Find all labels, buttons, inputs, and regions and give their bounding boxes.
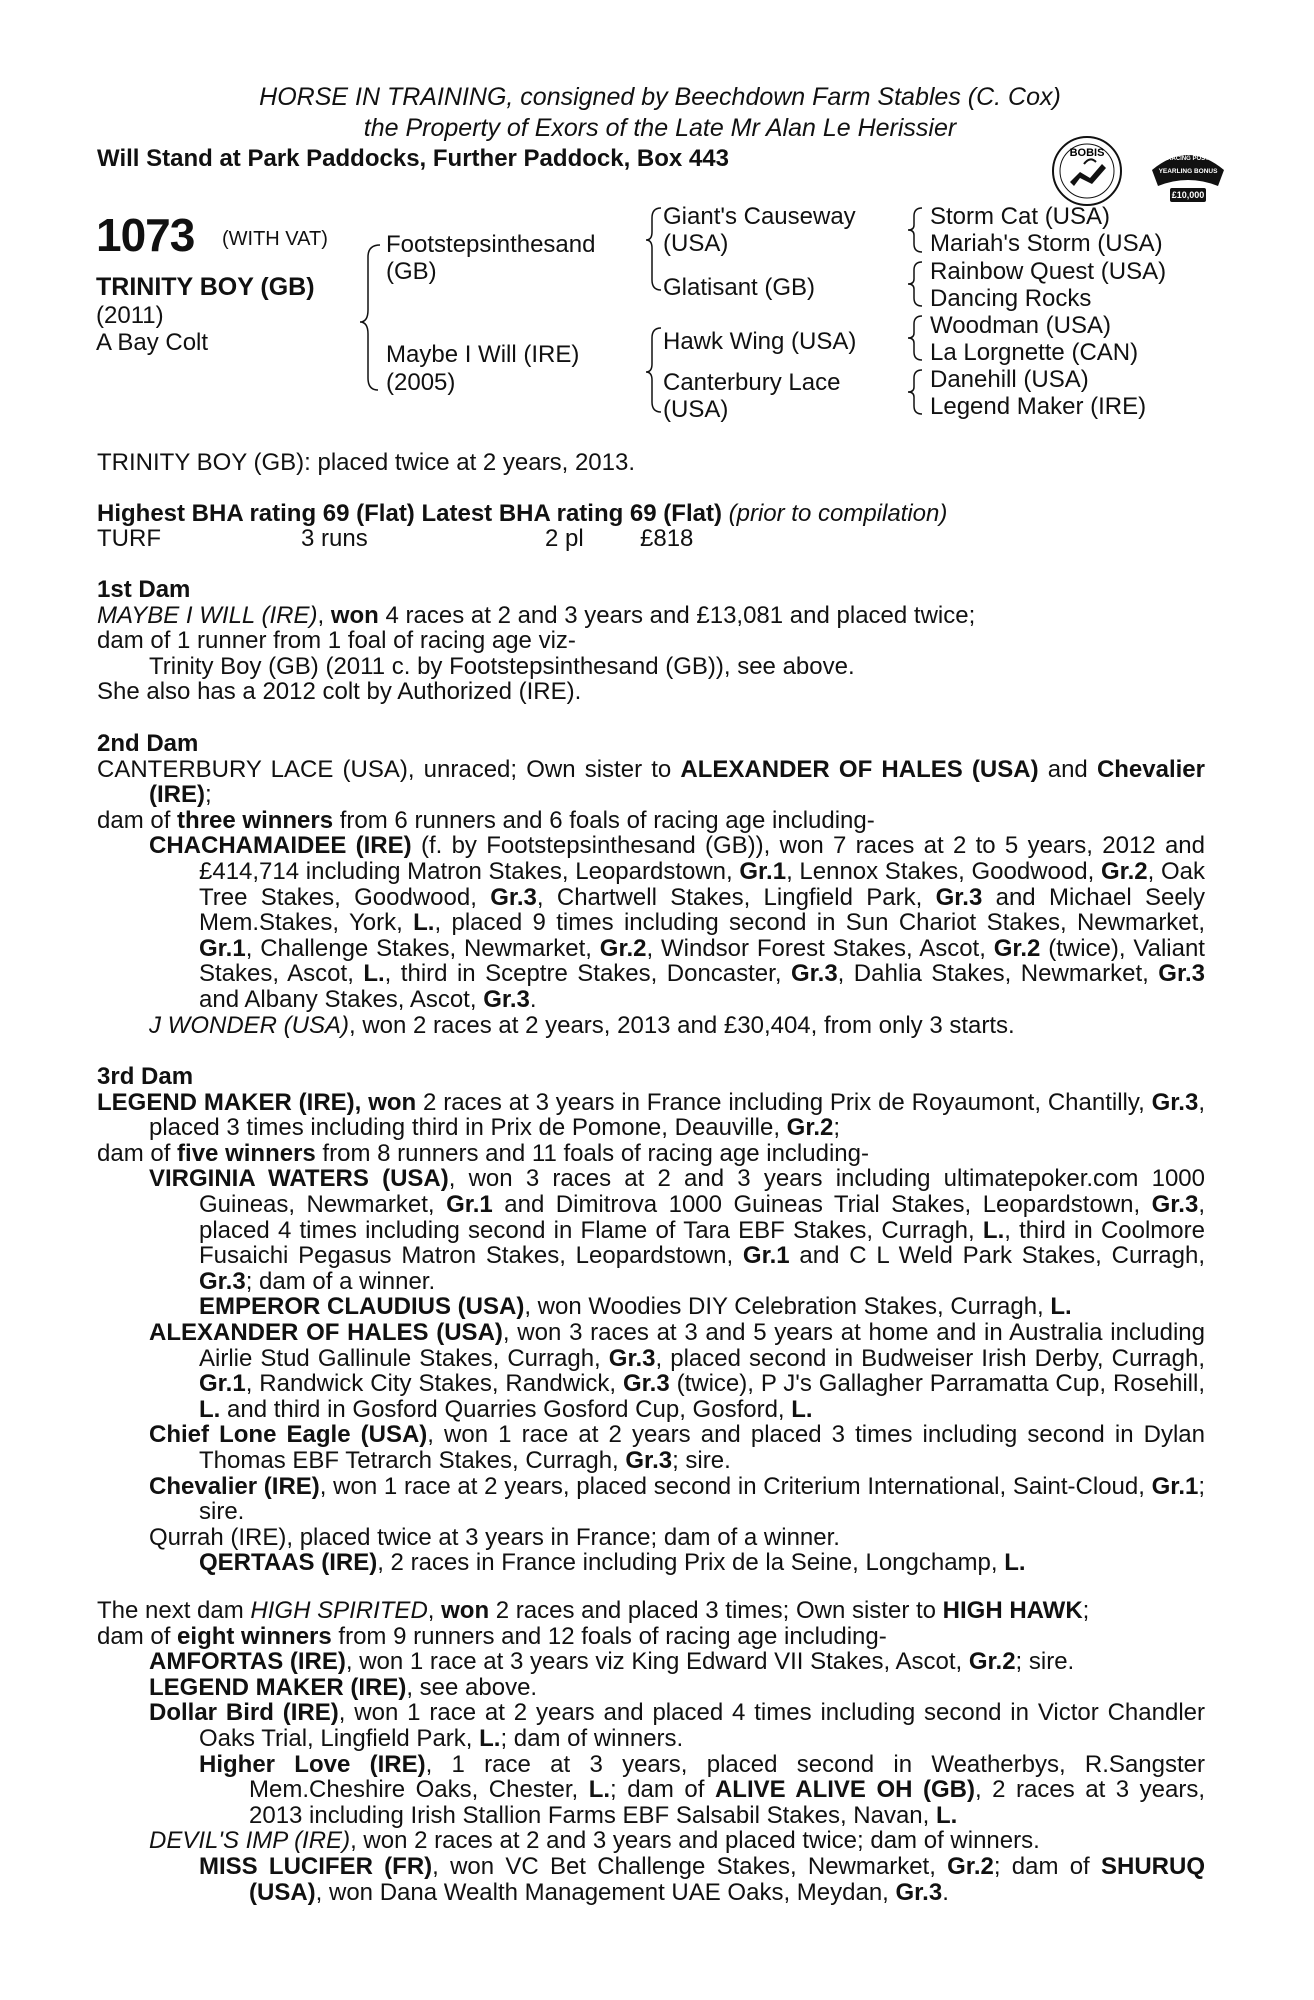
produce-entry [97, 1320, 1205, 1422]
produce-name: ALIVE ALIVE OH (GB) [714, 1776, 975, 1804]
text: ; [833, 1114, 841, 1142]
text: CANTERBURY LACE (USA), unraced; Own sister to [97, 755, 681, 783]
produce-name: LEGEND MAKER (IRE) [149, 1673, 407, 1701]
won-label: won [330, 601, 379, 629]
runs-count: 3 runs [301, 525, 368, 552]
text: , won Woodies DIY Celebration Stakes, Curragh, [524, 1293, 1051, 1321]
text: , Randwick City Stakes, Randwick, [245, 1370, 623, 1398]
placings-count: 2 pl [545, 525, 584, 552]
next-dam-name: HIGH SPIRITED [250, 1597, 428, 1624]
text: (twice), Valiant Stakes, Ascot, [199, 934, 1205, 988]
property-line: the Property of Exors of the Late Mr Alan Le Herissier [363, 114, 957, 142]
produce-name: VIRGINIA WATERS (USA) [149, 1165, 449, 1193]
produce-entry [97, 1294, 1205, 1320]
text: 2 races and placed 3 times; Own sister to [489, 1597, 943, 1624]
grade-label: L. [479, 1724, 501, 1752]
produce-name: EMPEROR CLAUDIUS (USA) [199, 1293, 525, 1321]
grade-label: L. [1050, 1293, 1072, 1321]
grade-label: Gr.2 [947, 1852, 994, 1880]
first-dam-produce: dam of 1 runner from 1 foal of racing age viz- [97, 627, 576, 655]
text: , won 1 race at 2 years, placed second in Criterium International, Saint-Cloud, [319, 1472, 1152, 1500]
produce-entry [97, 1854, 1205, 1905]
text: , 2 races at 3 years, 2013 including Irish Stallion Farms EBF Salsabil Stakes, Navan, [249, 1776, 1205, 1829]
grade-label: L. [363, 960, 385, 988]
yearling-badge-amount: £10,000 [1171, 190, 1205, 200]
dam-dam: Canterbury Lace [663, 369, 841, 396]
ped-ddd: Legend Maker (IRE) [930, 393, 1147, 420]
produce-name: Chief Lone Eagle (USA) [149, 1421, 428, 1449]
foaling-year: (2011) [96, 302, 164, 329]
third-dam-produce [97, 1141, 1205, 1167]
ped-dss: Woodman (USA) [930, 312, 1111, 339]
won-label: won [368, 1088, 417, 1116]
text: ; [205, 781, 212, 809]
grade-label: Gr.3 [483, 985, 530, 1013]
dam-year: (2005) [386, 369, 456, 396]
text: , won 1 race at 2 years and placed 3 times including second in Dylan Thomas EBF Tetrarch Stakes, Curragh, [199, 1421, 1205, 1474]
won-label: won [441, 1597, 490, 1624]
text: from 9 runners and 12 foals of racing age including- [331, 1622, 887, 1650]
yearling-badge-mid: YEARLING BONUS [1158, 168, 1218, 175]
grade-label: L. [588, 1776, 611, 1804]
text: , Windsor Forest Stakes, Ascot, [646, 934, 994, 962]
winners-count: three winners [177, 806, 334, 834]
earnings-amount: £818 [640, 525, 694, 552]
grade-label: Gr.3 [608, 1344, 656, 1372]
grade-label: Gr.3 [625, 1446, 673, 1474]
horse-description: A Bay Colt [96, 329, 209, 356]
produce-name: ALEXANDER OF HALES (USA) [149, 1318, 503, 1346]
ped-sdd: Dancing Rocks [930, 285, 1092, 312]
produce-entry: Qurrah (IRE), placed twice at 3 years in France; dam of a winner. [149, 1523, 840, 1551]
text: , placed 9 times including second in Sun Chariot Stakes, Newmarket, [434, 909, 1205, 937]
text: , third in Coolmore Fusaichi Pegasus Matron Stakes, Leopardstown, [199, 1216, 1205, 1270]
grade-label: Gr.1 [199, 934, 246, 962]
bha-rating-text: Highest BHA rating 69 (Flat) Latest BHA rating 69 (Flat) [97, 500, 722, 527]
stand-location: Will Stand at Park Paddocks, Further Paddock, Box 443 [97, 145, 729, 172]
lot-number: 1073 [96, 209, 195, 261]
produce-name: SHURUQ (USA) [249, 1852, 1205, 1906]
text: , placed 4 times including second in Flame of Tara EBF Stakes, Curragh, [199, 1190, 1205, 1244]
produce-name: MISS LUCIFER (FR) [199, 1852, 433, 1880]
ped-ssd: Mariah's Storm (USA) [930, 230, 1163, 257]
first-dam-note: She also has a 2012 colt by Authorized (IRE). [97, 678, 582, 706]
grade-label: Gr.3 [1151, 1088, 1199, 1116]
bha-rating-note: (prior to compilation) [728, 500, 948, 527]
third-dam-name: LEGEND MAKER (IRE) [97, 1088, 355, 1116]
ped-sds: Rainbow Quest (USA) [930, 258, 1167, 285]
grade-label: Gr.3 [623, 1370, 670, 1398]
text: and Dimitrova 1000 Guineas Trial Stakes, Leopardstown, [492, 1190, 1152, 1218]
text: dam of [97, 1139, 178, 1167]
winners-count: five winners [177, 1139, 316, 1167]
text: ; sire. [1015, 1648, 1075, 1676]
second-dam-section [97, 731, 1205, 1038]
grade-label: L. [413, 909, 435, 937]
grade-label: Gr.2 [968, 1648, 1016, 1676]
sire-sire-country: (USA) [663, 230, 729, 257]
third-dam-heading: 3rd Dam [97, 1063, 194, 1090]
text: and C L Weld Park Stakes, Curragh, [789, 1242, 1205, 1270]
grade-label: L. [982, 1216, 1005, 1244]
produce-entry [97, 1166, 1205, 1294]
grade-label: Gr.2 [1100, 857, 1148, 885]
grade-label: L. [199, 1395, 221, 1423]
ped-dds: Danehill (USA) [930, 366, 1089, 393]
sibling-name: ALEXANDER OF HALES (USA) [680, 755, 1039, 783]
grade-label: Gr.3 [1151, 1190, 1199, 1218]
text: , placed second in Budweiser Irish Derby, Curragh, [655, 1344, 1206, 1372]
text: from 6 runners and 6 foals of racing age including- [333, 806, 875, 834]
produce-entry [97, 1675, 1205, 1701]
text: (f. by Footstepsinthesand (GB)), won 7 races at 2 to 5 years, 2012 and £414,714 including Matron Stakes, Leopardstown, [199, 832, 1205, 885]
grade-label: Gr.2 [599, 934, 647, 962]
grade-label: L. [936, 1801, 958, 1829]
next-dam-produce [97, 1624, 1205, 1650]
text: The next dam [97, 1597, 251, 1624]
sire-sire: Giant's Causeway [663, 203, 856, 230]
grade-label: Gr.1 [1151, 1472, 1199, 1500]
produce-name: Chevalier (IRE) [149, 1472, 320, 1500]
grade-label: Gr.3 [895, 1878, 943, 1906]
text: , won 1 race at 2 years and placed 4 times including second in Victor Chandler Oaks Trial, Lingfield Park, [199, 1699, 1205, 1752]
text: and [1038, 755, 1097, 783]
sibling-name: Chevalier (IRE) [149, 755, 1205, 809]
grade-label: Gr.3 [1158, 960, 1205, 988]
text: ; sire. [199, 1472, 1206, 1526]
first-dam-heading: 1st Dam [97, 576, 191, 603]
text: , won VC Bet Challenge Stakes, Newmarket, [432, 1852, 948, 1880]
produce-name: QERTAAS (IRE) [199, 1549, 378, 1577]
sibling-name: HIGH HAWK [942, 1597, 1083, 1624]
text: ; sire. [672, 1446, 731, 1474]
horse-name: TRINITY BOY (GB) [96, 273, 315, 301]
first-dam-foal: Trinity Boy (GB) (2011 c. by Footstepsinthesand (GB)), see above. [149, 652, 855, 680]
text-sep: , [317, 601, 331, 629]
text: , Oak Tree Stakes, Goodwood, [199, 857, 1205, 911]
text: from 8 runners and 11 foals of racing age including- [315, 1139, 869, 1167]
produce-name: AMFORTAS (IRE) [149, 1648, 346, 1676]
text: 2 races at 3 years in France including Prix de Royaumont, Chantilly, [416, 1088, 1152, 1116]
text: ; dam of [993, 1852, 1101, 1880]
grade-label: Gr.3 [790, 960, 838, 988]
consignor-line: HORSE IN TRAINING, consigned by Beechdown Farm Stables (C. Cox) [259, 83, 1061, 111]
produce-name: CHACHAMAIDEE (IRE) [149, 832, 412, 860]
sire-name: Footstepsinthesand [386, 231, 596, 258]
produce-name: Higher Love (IRE) [199, 1750, 426, 1778]
first-dam-record [97, 603, 1205, 629]
third-dam-section [97, 1064, 1205, 1576]
produce-entry [97, 1828, 1205, 1854]
text: , Dahlia Stakes, Newmarket, [837, 960, 1159, 988]
grade-label: Gr.3 [490, 883, 537, 911]
dam-name: Maybe I Will (IRE) [386, 341, 580, 368]
produce-entry [97, 1474, 1205, 1525]
text: ; dam of [610, 1776, 715, 1804]
ped-sss: Storm Cat (USA) [930, 203, 1111, 230]
bha-rating [97, 500, 947, 528]
grade-label: Gr.1 [739, 857, 787, 885]
second-dam-produce [97, 808, 1205, 834]
produce-name: Dollar Bird (IRE) [149, 1699, 339, 1727]
text: , 1 race at 3 years, placed second in Weatherbys, R.Sangster Mem.Cheshire Oaks, Chester, [249, 1750, 1205, 1804]
grade-label: Gr.1 [742, 1242, 790, 1270]
text: , 2 races in France including Prix de la Seine, Longchamp, [377, 1549, 1005, 1577]
grade-label: Gr.1 [199, 1370, 246, 1398]
first-dam-detail: 4 races at 2 and 3 years and £13,081 and placed twice; [378, 601, 976, 629]
produce-entry [97, 1649, 1205, 1675]
grade-label: L. [791, 1395, 813, 1423]
text: , Chartwell Stakes, Lingfield Park, [536, 883, 936, 911]
text: , won 2 races at 2 years, 2013 and £30,404, from only 3 starts. [349, 1011, 1015, 1039]
text: ; dam of a winner. [245, 1267, 436, 1295]
produce-entry [97, 1550, 1205, 1576]
grade-label: Gr.2 [786, 1114, 834, 1142]
produce-entry [97, 1752, 1205, 1829]
text: and Michael Seely Mem.Stakes, York, [199, 883, 1205, 937]
text: , Lennox Stakes, Goodwood, [786, 857, 1101, 885]
text: and third in Gosford Quarries Gosford Cup, Gosford, [220, 1395, 792, 1423]
text: , [427, 1597, 442, 1624]
sire-dam: Glatisant (GB) [663, 274, 816, 301]
grade-label: Gr.3 [199, 1267, 246, 1295]
second-dam-heading: 2nd Dam [97, 730, 199, 757]
produce-entry [97, 1700, 1205, 1751]
first-dam-name: MAYBE I WILL (IRE) [97, 601, 318, 629]
grade-label: Gr.1 [446, 1190, 493, 1218]
dam-sire: Hawk Wing (USA) [663, 328, 857, 355]
yearling-badge-top: RACING POST [1167, 156, 1209, 162]
text: . [529, 985, 537, 1013]
produce-entry [97, 1013, 1205, 1039]
grade-label: Gr.2 [993, 934, 1041, 962]
first-dam-section [97, 577, 1205, 705]
next-dam-section [97, 1598, 1205, 1905]
bobis-badge-text: BOBIS [1069, 147, 1105, 159]
text: , third in Sceptre Stakes, Doncaster, [384, 960, 791, 988]
text: ; [1082, 1597, 1090, 1624]
text: , won Dana Wealth Management UAE Oaks, Meydan, [315, 1878, 896, 1906]
text: , won 2 races at 2 and 3 years and placed twice; dam of winners. [350, 1827, 1040, 1855]
text: , placed 3 times including third in Prix de Pomone, Deauville, [149, 1088, 1205, 1142]
text: , see above. [406, 1673, 538, 1701]
produce-name: DEVIL'S IMP (IRE) [149, 1827, 351, 1855]
text: ; dam of winners. [500, 1724, 684, 1752]
winners-count: eight winners [177, 1622, 332, 1650]
produce-entry [97, 833, 1205, 1012]
third-dam-record: LEGEND MAKER (IRE), won 2 races at 3 years in France including Prix de Royaumont, Chantilly, Gr.3, placed 3 times including third in Prix de Pomone, Deauville, Gr.2; [97, 1088, 1205, 1142]
text: dam of [97, 806, 178, 834]
text: , won 3 races at 3 and 5 years at home and in Australia including Airlie Stud Gallinule Stakes, Curragh, [199, 1318, 1205, 1372]
second-dam-record [97, 757, 1205, 808]
text: (twice), P J's Gallagher Parramatta Cup, Rosehill, [669, 1370, 1206, 1398]
grade-label: L. [1004, 1549, 1026, 1577]
dam-dam-country: (USA) [663, 396, 729, 423]
grade-label: Gr.3 [935, 883, 983, 911]
next-dam-record [97, 1598, 1205, 1624]
text: and Albany Stakes, Ascot, [199, 985, 484, 1013]
text: , won 1 race at 3 years viz King Edward VII Stakes, Ascot, [345, 1648, 969, 1676]
produce-name: J WONDER (USA) [149, 1011, 349, 1039]
text: dam of [97, 1622, 178, 1650]
sire-country: (GB) [386, 258, 437, 285]
produce-entry [97, 1422, 1205, 1473]
surface-label: TURF [97, 525, 161, 552]
vat-label: (WITH VAT) [222, 228, 328, 250]
text: , won 3 races at 2 and 3 years including ultimatepoker.com 1000 Guineas, Newmarket, [199, 1165, 1205, 1218]
text: , Challenge Stakes, Newmarket, [245, 934, 600, 962]
race-summary: TRINITY BOY (GB): placed twice at 2 years, 2013. [97, 449, 635, 476]
ped-dsd: La Lorgnette (CAN) [930, 339, 1139, 366]
text: . [942, 1878, 949, 1906]
